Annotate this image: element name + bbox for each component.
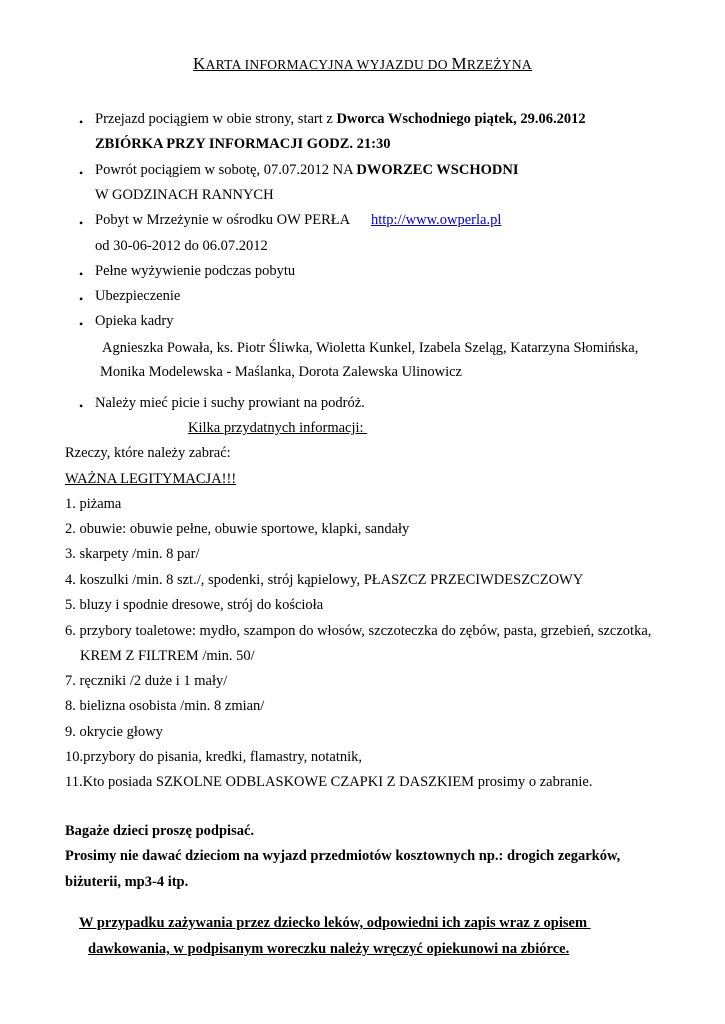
stay-dates: od 30-06-2012 do 06.07.2012 — [95, 238, 268, 254]
list-item: 4. koszulki /min. 8 szt./, spodenki, strój kąpielowy, PŁASZCZ PRZECIWDESZCZOWY — [65, 572, 584, 588]
bullet-travel — [95, 111, 586, 128]
bullet-icon: • — [79, 216, 84, 230]
title-part-1: ARTA INFORMACYJNA WYJAZDU DO — [205, 57, 452, 72]
list-item: 7. ręczniki /2 duże i 1 mały/ — [65, 673, 228, 689]
bullet-stay: Pobyt w Mrzeżynie w ośrodku OW PERŁA — [95, 212, 351, 228]
note-valuables-2: biżuterii, mp3-4 itp. — [65, 874, 189, 890]
departure-info: Dworca Wschodniego piątek, 29.06.2012 — [336, 111, 586, 127]
bullet-return — [95, 162, 518, 179]
bullet-icon: • — [79, 166, 84, 180]
list-item: 8. bielizna osobista /min. 8 zmian/ — [65, 698, 265, 714]
list-item: 1. piżama — [65, 496, 122, 512]
bullet-icon: • — [79, 267, 84, 281]
info-heading: Kilka przydatnych informacji: — [188, 420, 368, 436]
things-intro: Rzeczy, które należy zabrać: — [65, 445, 231, 461]
list-item: 2. obuwie: obuwie pełne, obuwie sportowe, klapki, sandały — [65, 521, 410, 537]
important-notice: WAŻNA LEGITYMACJA!!! — [65, 471, 237, 487]
page-title — [0, 54, 725, 74]
note-valuables-1: Prosimy nie dawać dzieciom na wyjazd przedmiotów kosztownych np.: drogich zegarków, — [65, 848, 621, 864]
note-medicine-2: dawkowania, w podpisanym woreczku należy wręczyć opiekunowi na zbiórce. — [88, 941, 570, 957]
note-luggage: Bagaże dzieci proszę podpisać. — [65, 823, 255, 839]
bullet-icon: • — [79, 399, 84, 413]
bullet-provisions: Należy mieć picie i suchy prowiant na podróż. — [95, 395, 365, 411]
meeting-info: ZBIÓRKA PRZY INFORMACJI GODZ. 21:30 — [95, 136, 391, 152]
list-item: 3. skarpety /min. 8 par/ — [65, 546, 200, 562]
bullet-staff: Opieka kadry — [95, 313, 174, 329]
title-cap-1: K — [193, 54, 206, 73]
list-item: 6. przybory toaletowe: mydło, szampon do włosów, szczoteczka do zębów, pasta, grzebień, szczotka, — [65, 623, 652, 639]
list-item: 5. bluzy i spodnie dresowe, strój do kościoła — [65, 597, 324, 613]
bullet-insurance: Ubezpieczenie — [95, 288, 181, 304]
list-item-continuation: KREM Z FILTREM /min. 50/ — [80, 648, 255, 664]
list-item: 9. okrycie głowy — [65, 724, 163, 740]
return-time: W GODZINACH RANNYCH — [95, 187, 274, 203]
return-station: DWORZEC WSCHODNI — [356, 162, 519, 178]
bullet-text: Powrót pociągiem w sobotę, 07.07.2012 NA — [95, 162, 357, 178]
website-link[interactable]: http://www.owperla.pl — [371, 212, 502, 228]
list-item: 10.przybory do pisania, kredki, flamastry, notatnik, — [65, 749, 363, 765]
title-part-2: RZEŻYNA — [466, 57, 532, 72]
bullet-icon: • — [79, 317, 84, 331]
bullet-meals: Pełne wyżywienie podczas pobytu — [95, 263, 296, 279]
staff-list-1: Agnieszka Powała, ks. Piotr Śliwka, Wioletta Kunkel, Izabela Szeląg, Katarzyna Słomińska, — [102, 340, 639, 356]
list-item: 11.Kto posiada SZKOLNE ODBLASKOWE CZAPKI Z DASZKIEM prosimy o zabranie. — [65, 774, 593, 790]
title-cap-2: M — [451, 54, 467, 73]
bullet-text: Przejazd pociągiem w obie strony, start z — [95, 111, 337, 127]
note-medicine-1: W przypadku zażywania przez dziecko leków, odpowiedni ich zapis wraz z opisem — [79, 915, 591, 931]
bullet-icon: • — [79, 292, 84, 306]
bullet-icon: • — [79, 115, 84, 129]
staff-list-2: Monika Modelewska - Maślanka, Dorota Zalewska Ulinowicz — [100, 364, 462, 380]
